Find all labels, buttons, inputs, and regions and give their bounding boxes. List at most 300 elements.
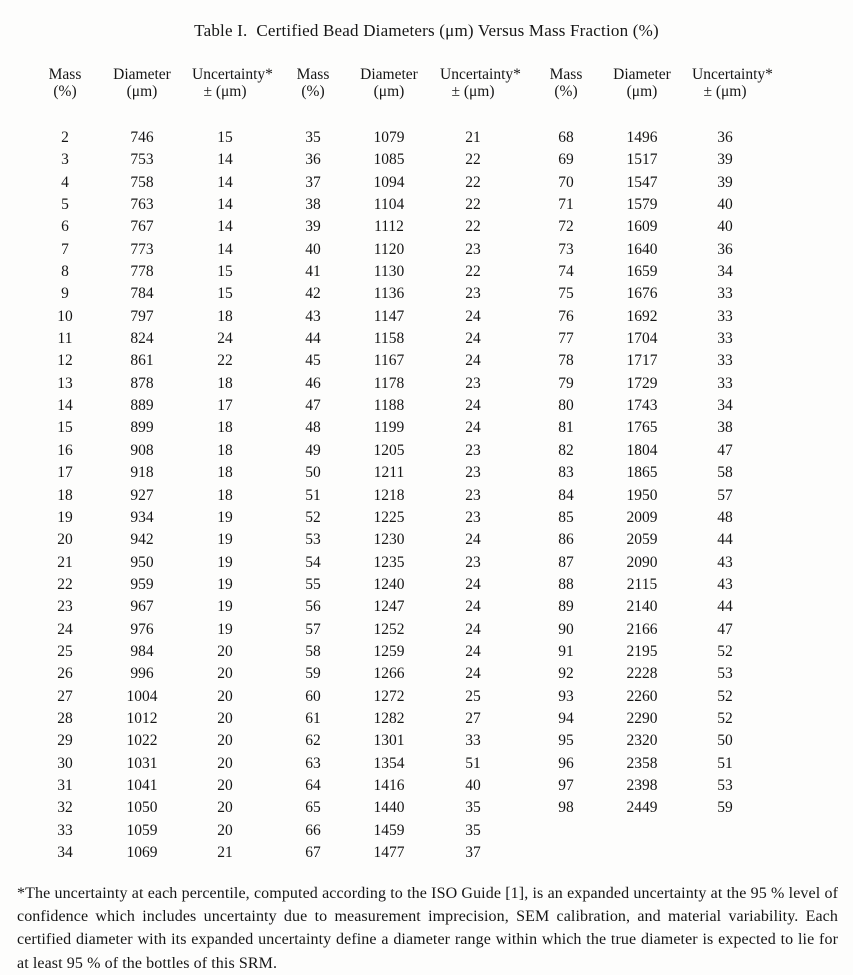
uncertainty-cell: 38 [717, 419, 733, 437]
mass-cell: 56 [305, 598, 321, 616]
mass-cell: 9 [61, 285, 69, 303]
uncertainty-cell: 33 [717, 285, 733, 303]
mass-cell: 22 [57, 575, 73, 593]
uncertainty-cell: 22 [465, 151, 481, 169]
mass-cell: 2 [61, 129, 69, 146]
column-header-mass [540, 66, 592, 100]
mass-cell: 39 [305, 218, 321, 236]
mass-cell: 72 [558, 218, 574, 236]
diameter-cell: 1517 [626, 151, 658, 169]
uncertainty-cell: 14 [217, 151, 233, 169]
uncertainty-cell: 24 [465, 598, 481, 616]
column-group-rows [288, 127, 506, 864]
diameter-cell: 1158 [373, 330, 405, 348]
mass-cell: 81 [558, 419, 574, 437]
mass-cell: 78 [558, 352, 574, 370]
column-header-diameter-line2: (μm) [126, 83, 158, 100]
mass-cell: 71 [558, 196, 574, 214]
diameter-cell: 1094 [373, 173, 405, 191]
mass-cell: 18 [57, 486, 73, 504]
uncertainty-cell: 20 [217, 754, 233, 772]
uncertainty-cell: 27 [465, 709, 481, 727]
diameter-cell: 934 [130, 508, 154, 526]
mass-cell: 63 [305, 754, 321, 772]
column-headers [288, 66, 521, 100]
mass-cell: 29 [57, 732, 73, 750]
uncertainty-cell: 20 [217, 821, 233, 839]
uncertainty-cell: 37 [465, 844, 481, 861]
column-header-mass [38, 66, 92, 100]
uncertainty-cell: 20 [217, 687, 233, 705]
column-header-uncertainty [440, 66, 521, 100]
diameter-cell: 1188 [373, 397, 405, 415]
mass-cell: 60 [305, 687, 321, 705]
diameter-cell: 2260 [626, 687, 658, 705]
mass-cell: 5 [61, 196, 69, 214]
uncertainty-cell: 22 [465, 218, 481, 236]
uncertainty-cell: 36 [717, 129, 733, 146]
uncertainty-cell: 20 [217, 776, 233, 794]
diameter-cell: 1640 [626, 240, 658, 258]
mass-cell: 70 [558, 173, 574, 191]
uncertainty-cell: 33 [717, 352, 733, 370]
uncertainty-cell: 40 [465, 776, 481, 794]
diameter-cell: 1804 [626, 441, 658, 459]
diameter-cell: 1692 [626, 307, 658, 325]
uncertainty-cell: 44 [717, 531, 733, 549]
uncertainty-cell: 34 [717, 263, 733, 281]
column-header-mass-line1: Mass [296, 66, 330, 83]
diameter-cell: 2115 [626, 575, 658, 593]
uncertainty-cell: 14 [217, 240, 233, 258]
uncertainty-cell: 22 [217, 352, 233, 370]
diameter-cell: 2358 [626, 754, 658, 772]
diameter-cell: 1235 [373, 553, 405, 571]
mass-cell: 34 [57, 844, 73, 861]
table-footnote: *The uncertainty at each percentile, computed according to the ISO Guide [1], is an expanded uncertainty at the 95 % level of confidence which includes uncertainty due to measurement imprecision, SEM calibration, and material variability. Each certified diameter with its expanded uncertainty define a diameter range within which the true diameter is expected to lie for at least 95 % of the bottles of this SRM. [17, 885, 838, 972]
mass-cell: 43 [305, 307, 321, 325]
diameter-cell: 1205 [373, 441, 405, 459]
column-header-uncertainty [692, 66, 773, 100]
uncertainty-cell: 18 [217, 464, 233, 482]
column-header-diameter-line2: (μm) [626, 83, 658, 100]
mass-cell: 88 [558, 575, 574, 593]
mass-cell: 93 [558, 687, 574, 705]
uncertainty-cell: 15 [217, 129, 233, 146]
table-column-group [38, 66, 273, 864]
diameter-cell: 1282 [373, 709, 405, 727]
column-header-uncertainty-line2: ± (μm) [703, 83, 747, 100]
diameter-cell: 778 [130, 263, 154, 281]
diameter-cell: 1865 [626, 464, 658, 482]
column-header-diameter-line1: Diameter [113, 66, 171, 83]
uncertainty-cell: 51 [465, 754, 481, 772]
uncertainty-cell: 24 [465, 330, 481, 348]
uncertainty-cell: 40 [717, 218, 733, 236]
diameter-cell: 1301 [373, 732, 405, 750]
uncertainty-cell: 24 [465, 531, 481, 549]
beads-table [0, 66, 853, 864]
uncertainty-cell: 18 [217, 419, 233, 437]
mass-cell: 91 [558, 642, 574, 660]
uncertainty-cell: 50 [717, 732, 733, 750]
column-header-mass-line2: (%) [53, 83, 77, 100]
diameter-cell: 1272 [373, 687, 405, 705]
diameter-cell: 1266 [373, 665, 405, 683]
diameter-cell: 899 [130, 419, 154, 437]
column-header-uncertainty-line1: Uncertainty* [192, 66, 273, 83]
uncertainty-cell: 20 [217, 709, 233, 727]
uncertainty-cell: 15 [217, 263, 233, 281]
diameter-cell: 2059 [626, 531, 658, 549]
diameter-cell: 1059 [126, 821, 158, 839]
table-column-group [540, 66, 773, 864]
uncertainty-cell: 20 [217, 642, 233, 660]
uncertainty-cell: 59 [717, 799, 733, 817]
uncertainty-cell: 52 [717, 687, 733, 705]
mass-cell: 86 [558, 531, 574, 549]
column-header-diameter-line2: (μm) [373, 83, 405, 100]
column-header-diameter [338, 66, 440, 100]
mass-cell: 73 [558, 240, 574, 258]
mass-cell: 32 [57, 799, 73, 817]
mass-cell: 97 [558, 776, 574, 794]
uncertainty-cell: 43 [717, 553, 733, 571]
diameter-cell: 1609 [626, 218, 658, 236]
diameter-cell: 773 [130, 240, 154, 258]
mass-cell: 87 [558, 553, 574, 571]
diameter-cell: 889 [130, 397, 154, 415]
mass-cell: 12 [57, 352, 73, 370]
mass-cell: 79 [558, 374, 574, 392]
column-group-rows [540, 127, 758, 820]
mass-cell: 84 [558, 486, 574, 504]
uncertainty-cell: 24 [217, 330, 233, 348]
diameter-cell: 959 [130, 575, 154, 593]
mass-cell: 89 [558, 598, 574, 616]
mass-cell: 6 [61, 218, 69, 236]
diameter-cell: 1136 [373, 285, 405, 303]
diameter-cell: 1459 [373, 821, 405, 839]
uncertainty-cell: 22 [465, 173, 481, 191]
uncertainty-cell: 23 [465, 508, 481, 526]
diameter-cell: 2320 [626, 732, 658, 750]
column-header-uncertainty [192, 66, 273, 100]
uncertainty-cell: 40 [717, 196, 733, 214]
mass-cell: 27 [57, 687, 73, 705]
mass-cell: 28 [57, 709, 73, 727]
mass-cell: 24 [57, 620, 73, 638]
mass-cell: 59 [305, 665, 321, 683]
uncertainty-cell: 58 [717, 464, 733, 482]
mass-cell: 95 [558, 732, 574, 750]
diameter-cell: 1743 [626, 397, 658, 415]
diameter-cell: 824 [130, 330, 154, 348]
uncertainty-cell: 24 [465, 307, 481, 325]
uncertainty-cell: 23 [465, 486, 481, 504]
mass-cell: 4 [61, 173, 69, 191]
diameter-cell: 861 [130, 352, 154, 370]
diameter-cell: 1477 [373, 844, 405, 861]
uncertainty-cell: 19 [217, 531, 233, 549]
column-header-mass [288, 66, 338, 100]
diameter-cell: 927 [130, 486, 154, 504]
uncertainty-cell: 17 [217, 397, 233, 415]
diameter-cell: 1085 [373, 151, 405, 169]
mass-cell: 21 [57, 553, 73, 571]
column-header-mass-line1: Mass [549, 66, 583, 83]
diameter-cell: 1676 [626, 285, 658, 303]
mass-cell: 40 [305, 240, 321, 258]
uncertainty-cell: 15 [217, 285, 233, 303]
mass-cell: 58 [305, 642, 321, 660]
uncertainty-cell: 39 [717, 151, 733, 169]
uncertainty-cell: 18 [217, 441, 233, 459]
diameter-cell: 746 [130, 129, 154, 146]
uncertainty-cell: 24 [465, 620, 481, 638]
uncertainty-cell: 33 [717, 330, 733, 348]
mass-cell: 35 [305, 129, 321, 146]
diameter-cell: 1416 [373, 776, 405, 794]
mass-cell: 82 [558, 441, 574, 459]
diameter-cell: 976 [130, 620, 154, 638]
mass-cell: 55 [305, 575, 321, 593]
uncertainty-cell: 36 [717, 240, 733, 258]
mass-cell: 31 [57, 776, 73, 794]
diameter-cell: 1041 [126, 776, 158, 794]
diameter-cell: 2166 [626, 620, 658, 638]
mass-cell: 30 [57, 754, 73, 772]
uncertainty-cell: 19 [217, 620, 233, 638]
mass-cell: 36 [305, 151, 321, 169]
diameter-cell: 2290 [626, 709, 658, 727]
uncertainty-cell: 24 [465, 397, 481, 415]
mass-cell: 61 [305, 709, 321, 727]
mass-cell: 15 [57, 419, 73, 437]
uncertainty-cell: 44 [717, 598, 733, 616]
mass-cell: 50 [305, 464, 321, 482]
uncertainty-cell: 57 [717, 486, 733, 504]
diameter-cell: 996 [130, 665, 154, 683]
mass-cell: 83 [558, 464, 574, 482]
uncertainty-cell: 24 [465, 665, 481, 683]
diameter-cell: 1225 [373, 508, 405, 526]
diameter-cell: 763 [130, 196, 154, 214]
uncertainty-cell: 18 [217, 307, 233, 325]
mass-cell: 41 [305, 263, 321, 281]
mass-cell: 7 [61, 240, 69, 258]
diameter-cell: 758 [130, 173, 154, 191]
column-header-uncertainty-line2: ± (μm) [203, 83, 247, 100]
mass-cell: 57 [305, 620, 321, 638]
diameter-cell: 942 [130, 531, 154, 549]
mass-cell: 90 [558, 620, 574, 638]
uncertainty-cell: 47 [717, 620, 733, 638]
diameter-cell: 1199 [373, 419, 405, 437]
diameter-cell: 1729 [626, 374, 658, 392]
diameter-cell: 2449 [626, 799, 658, 817]
uncertainty-cell: 21 [465, 129, 481, 146]
column-header-uncertainty-line1: Uncertainty* [692, 66, 773, 83]
diameter-cell: 1440 [373, 799, 405, 817]
column-header-mass-line2: (%) [554, 83, 578, 100]
mass-cell: 23 [57, 598, 73, 616]
diameter-cell: 1247 [373, 598, 405, 616]
mass-cell: 44 [305, 330, 321, 348]
mass-cell: 80 [558, 397, 574, 415]
mass-cell: 98 [558, 799, 574, 817]
uncertainty-cell: 48 [717, 508, 733, 526]
mass-cell: 25 [57, 642, 73, 660]
diameter-cell: 767 [130, 218, 154, 236]
diameter-cell: 950 [130, 553, 154, 571]
diameter-cell: 1259 [373, 642, 405, 660]
uncertainty-cell: 18 [217, 486, 233, 504]
uncertainty-cell: 23 [465, 553, 481, 571]
diameter-cell: 1765 [626, 419, 658, 437]
mass-cell: 64 [305, 776, 321, 794]
uncertainty-cell: 43 [717, 575, 733, 593]
column-header-mass-line1: Mass [48, 66, 82, 83]
diameter-cell: 878 [130, 374, 154, 392]
mass-cell: 75 [558, 285, 574, 303]
diameter-cell: 1547 [626, 173, 658, 191]
column-header-uncertainty-line2: ± (μm) [451, 83, 495, 100]
mass-cell: 74 [558, 263, 574, 281]
mass-cell: 85 [558, 508, 574, 526]
uncertainty-cell: 39 [717, 173, 733, 191]
mass-cell: 14 [57, 397, 73, 415]
mass-cell: 76 [558, 307, 574, 325]
uncertainty-cell: 23 [465, 240, 481, 258]
uncertainty-cell: 52 [717, 642, 733, 660]
diameter-cell: 1079 [373, 129, 405, 146]
diameter-cell: 1178 [373, 374, 405, 392]
uncertainty-cell: 23 [465, 464, 481, 482]
mass-cell: 65 [305, 799, 321, 817]
mass-cell: 54 [305, 553, 321, 571]
mass-cell: 77 [558, 330, 574, 348]
diameter-cell: 1659 [626, 263, 658, 281]
column-header-diameter [592, 66, 692, 100]
mass-cell: 8 [61, 263, 69, 281]
uncertainty-cell: 20 [217, 799, 233, 817]
diameter-cell: 1579 [626, 196, 658, 214]
uncertainty-cell: 47 [717, 441, 733, 459]
diameter-cell: 1211 [373, 464, 405, 482]
mass-cell: 92 [558, 665, 574, 683]
mass-cell: 62 [305, 732, 321, 750]
uncertainty-cell: 34 [717, 397, 733, 415]
mass-cell: 38 [305, 196, 321, 214]
mass-cell: 52 [305, 508, 321, 526]
uncertainty-cell: 20 [217, 665, 233, 683]
uncertainty-cell: 22 [465, 263, 481, 281]
column-group-rows [38, 127, 258, 864]
diameter-cell: 1240 [373, 575, 405, 593]
mass-cell: 46 [305, 374, 321, 392]
mass-cell: 69 [558, 151, 574, 169]
column-header-mass-line2: (%) [301, 83, 325, 100]
column-headers [540, 66, 773, 100]
diameter-cell: 2090 [626, 553, 658, 571]
diameter-cell: 753 [130, 151, 154, 169]
uncertainty-cell: 19 [217, 575, 233, 593]
uncertainty-cell: 35 [465, 799, 481, 817]
diameter-cell: 1147 [373, 307, 405, 325]
mass-cell: 66 [305, 821, 321, 839]
mass-cell: 67 [305, 844, 321, 861]
diameter-cell: 2228 [626, 665, 658, 683]
diameter-cell: 984 [130, 642, 154, 660]
uncertainty-cell: 53 [717, 665, 733, 683]
diameter-cell: 1230 [373, 531, 405, 549]
table-title: Table I. Certified Bead Diameters (μm) Versus Mass Fraction (%) [194, 21, 659, 40]
diameter-cell: 1104 [373, 196, 405, 214]
diameter-cell: 784 [130, 285, 154, 303]
diameter-cell: 1354 [373, 754, 405, 772]
mass-cell: 45 [305, 352, 321, 370]
mass-cell: 3 [61, 151, 69, 169]
mass-cell: 16 [57, 441, 73, 459]
diameter-cell: 1218 [373, 486, 405, 504]
uncertainty-cell: 23 [465, 441, 481, 459]
mass-cell: 49 [305, 441, 321, 459]
uncertainty-cell: 23 [465, 374, 481, 392]
uncertainty-cell: 20 [217, 732, 233, 750]
mass-cell: 17 [57, 464, 73, 482]
column-header-uncertainty-line1: Uncertainty* [440, 66, 521, 83]
uncertainty-cell: 52 [717, 709, 733, 727]
mass-cell: 33 [57, 821, 73, 839]
diameter-cell: 1717 [626, 352, 658, 370]
diameter-cell: 2140 [626, 598, 658, 616]
uncertainty-cell: 19 [217, 553, 233, 571]
mass-cell: 94 [558, 709, 574, 727]
diameter-cell: 2195 [626, 642, 658, 660]
mass-cell: 37 [305, 173, 321, 191]
diameter-cell: 1167 [373, 352, 405, 370]
uncertainty-cell: 22 [465, 196, 481, 214]
diameter-cell: 1496 [626, 129, 658, 146]
diameter-cell: 1130 [373, 263, 405, 281]
uncertainty-cell: 21 [217, 844, 233, 861]
mass-cell: 47 [305, 397, 321, 415]
diameter-cell: 797 [130, 307, 154, 325]
mass-cell: 26 [57, 665, 73, 683]
uncertainty-cell: 24 [465, 352, 481, 370]
diameter-cell: 2009 [626, 508, 658, 526]
uncertainty-cell: 18 [217, 374, 233, 392]
uncertainty-cell: 19 [217, 508, 233, 526]
uncertainty-cell: 53 [717, 776, 733, 794]
diameter-cell: 1050 [126, 799, 158, 817]
uncertainty-cell: 33 [717, 307, 733, 325]
mass-cell: 19 [57, 508, 73, 526]
diameter-cell: 1022 [126, 732, 158, 750]
mass-cell: 11 [57, 330, 73, 348]
diameter-cell: 1069 [126, 844, 158, 861]
diameter-cell: 1950 [626, 486, 658, 504]
diameter-cell: 1120 [373, 240, 405, 258]
uncertainty-cell: 14 [217, 218, 233, 236]
diameter-cell: 1252 [373, 620, 405, 638]
mass-cell: 96 [558, 754, 574, 772]
diameter-cell: 1004 [126, 687, 158, 705]
mass-cell: 10 [57, 307, 73, 325]
column-header-diameter [92, 66, 192, 100]
uncertainty-cell: 24 [465, 575, 481, 593]
